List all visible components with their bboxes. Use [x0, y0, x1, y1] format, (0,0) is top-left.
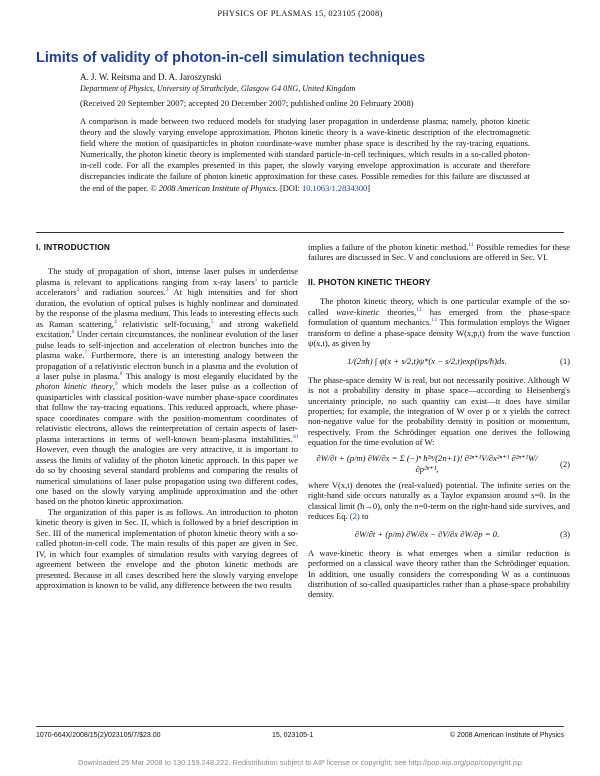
section-heading-photon-kinetic: II. PHOTON KINETIC THEORY — [308, 276, 431, 287]
received-dates: (Received 20 September 2007; accepted 20 December 2007; published online 20 February 2008) — [80, 98, 414, 108]
abstract — [80, 116, 530, 194]
equation-1 — [308, 349, 570, 375]
equation-number: (1) — [559, 356, 570, 367]
right-column — [308, 242, 570, 726]
equation-number: (2) — [559, 458, 570, 469]
equation-body: ∂W/∂t + (p/m) ∂W/∂x − ∂V/∂x ∂W/∂p = 0. — [354, 529, 500, 540]
abstract-text: A comparison is made between two reduced models for studying laser propagation in underdense plasma; namely, photon kinetic theory and the slowly varying envelope approximation. Photon kinetic theory is a wave-kinetic description of the electromagnetic field where the motion of quasiparticles in photon coordinate-wave number phase space is described by the ray-tracing equations. Numerically, the photon kinetic theory is implemented with standard particle-in-cell techniques, which results in a so-called photon-in-cell code. For all the examples presented in this paper, the slowly varying envelope approximation is accurate and therefore discrepancies indicate the failure of photon kinetic approximation for these cases. Possible remedies for this failure are discussed at the end of the paper. — [80, 117, 530, 193]
citation[interactable]: 5 — [210, 318, 214, 325]
citation[interactable]: 9 — [114, 381, 118, 388]
citation[interactable]: 10 — [292, 433, 298, 440]
pk-paragraph-2: The phase-space density W is real, but not necessarily positive. Although W is not a probability density in phase space—according to Heisenberg's uncertainty principle, no such quantity can exist—it does have similar properties; for example, the integration of W over p or x yields the correct non-negative value for the probability density in position or momentum, respectively. From the Schrödinger equation one derives the following equation for the time evolution of W: — [308, 374, 570, 448]
section-heading-introduction: I. INTRODUCTION — [36, 242, 111, 252]
running-head: PHYSICS OF PLASMAS 15, 023105 (2008) — [217, 8, 383, 18]
pk-paragraph-3: where V(x,t) denotes the (real-valued) potential. The infinite series on the right-hand side occurs naturally as a Taylor expansion around s=0. In the classical limit (ħ→0), only the n=0-term on the right-hand side survives, and reduces Eq. (2) to — [308, 479, 570, 522]
intro-paragraph-2: The organization of this paper is as follows. An introduction to photon kinetic theory is given in Sec. II, which is followed by a brief description in Sec. III of the numerical implementation of photon kinetic theory with a so-called photon-in-cell code. The main results of this paper are given in Sec. IV, in which four examples of simulation results with varying degrees of agreement between the envelope and the photon kinetic methods are presented. Because in all cases described here the slowly varying envelope approximation is known to be valid, any difference between the two results — [36, 506, 298, 591]
citation[interactable]: 8 — [119, 371, 123, 378]
citation[interactable]: 13 — [431, 317, 437, 324]
footer-code: 1070-664X/2008/15(2)/023105/7/$23.00 — [36, 732, 161, 739]
doi-close: ] — [367, 183, 371, 193]
citation[interactable]: 7 — [84, 350, 88, 357]
citation[interactable]: 12 — [416, 306, 422, 313]
footer-copyright: © 2008 American Institute of Physics — [449, 732, 564, 739]
doi-link[interactable]: 10.1063/1.2834300 — [302, 183, 368, 193]
equation-number: (3) — [559, 529, 570, 540]
pk-paragraph-4: A wave-kinetic theory is what emerges when a similar reduction is performed on a classical wave theory rather than the Schrödinger equation. In addition, one usually considers the corresponding W as a continuous distribution of so-called quasiparticles rather than a phase-space probability density. — [308, 547, 570, 600]
footer-page-number: 15, 023105-1 — [272, 732, 314, 739]
citation[interactable]: 3 — [165, 287, 169, 294]
citation[interactable]: 1 — [254, 277, 258, 284]
footer-rule — [36, 726, 564, 727]
citation[interactable]: 4 — [113, 318, 117, 325]
left-column — [36, 242, 298, 726]
header-rule — [36, 232, 564, 233]
authors: A. J. W. Reitsma and D. A. Jaroszynski — [80, 72, 222, 82]
intro-continuation: implies a failure of the photon kinetic method.$^{11}$ Possible remedies for these failures are discussed in Sec. V and conclusions are offered in Sec. VI. — [308, 242, 570, 263]
equation-body: 1/(2πħ) ∫ ψ(x + s/2,t)ψ*(x − s/2,t)exp(ips/ħ)ds. — [347, 356, 507, 367]
abstract-copyright: © 2008 American Institute of Physics. — [150, 183, 278, 193]
citation[interactable]: 6 — [71, 329, 75, 336]
download-notice: Downloaded 25 Mar 2008 to 130.159.248.222. Redistribution subject to AIP license or copyright; see http://pop.aip.org/pop/copyright.jsp — [78, 758, 522, 767]
equation-2 — [308, 448, 570, 480]
pk-paragraph-1: The photon kinetic theory, which is one particular example of the so-called wave-kinetic theories,$^{12}$ has emerged from the phase-space formulation of quantum mechanics.$^{13}$ This formulation employs the Wigner transform to define a phase-space density W(x,p,t) from the wave function ψ(x,t), as given by — [308, 296, 570, 349]
affiliation: Department of Physics, University of Strathclyde, Glasgow G4 0NG, United Kingdom — [80, 84, 356, 93]
intro-paragraph-1: The study of propagation of short, intense laser pulses in underdense plasma is relevant to applications ranging from x-ray lasers$^1$ to particle accelerators$^2$ and radiation sources.$^3$ At high intensities and for short duration, the evolution of optical pulses is highly nonlinear and dominated by the response of the plasma medium. This leads to interesting effects such as Raman scattering,$^4$ relativistic self-focusing,$^5$ and strong wakefield excitation.$^6$ Under certain circumstances, the nonlinear evolution of the laser pulse leads to self-injection and acceleration of electron bunches into the plasma wake.$^7$ Furthermore, there is an interesting analogy between the propagation of a relativistic electron bunch in a plasma and the evolution of a laser pulse in plasma.$^8$ This analogy is most elegantly elucidated by the photon kinetic theory,$^9$ which models the laser pulse as a collection of quasiparticles with classical position-wave number phase-space coordinates that follow the ray-tracing equations. This reduced approach, where phase-space coordinates compare with the position-momentum coordinates of relativistic electrons, allows the reinterpretation of certain aspects of laser-plasma interactions in terms of well-known beam-plasma instabilities.$^{10}$ However, even though the analogies are very attractive, it is important to assess the limits of validity of the photon kinetic approach. In this paper we do so by choosing several standard problems and comparing the results of numerical simulations of laser pulse propagation using two different codes, one based on the slowly varying amplitude approximation and the other based on the photon kinetic approximation. — [36, 266, 298, 507]
equation-3 — [308, 522, 570, 548]
equation-reference[interactable]: (2) — [349, 511, 360, 522]
citation[interactable]: 11 — [468, 242, 474, 249]
citation[interactable]: 2 — [76, 287, 80, 294]
paper-title: Limits of validity of photon-in-cell simulation techniques — [36, 50, 426, 66]
page-footer — [36, 732, 564, 744]
doi-label: [DOI: — [279, 183, 303, 193]
equation-body: ∂W/∂t + (p/m) ∂W/∂x = Σ (−)ⁿ ħ²ⁿ/(2n+1)! ∂²ⁿ⁺¹V/∂x²ⁿ⁺¹ ∂²ⁿ⁺¹W/∂p²ⁿ⁺¹, — [316, 453, 538, 474]
